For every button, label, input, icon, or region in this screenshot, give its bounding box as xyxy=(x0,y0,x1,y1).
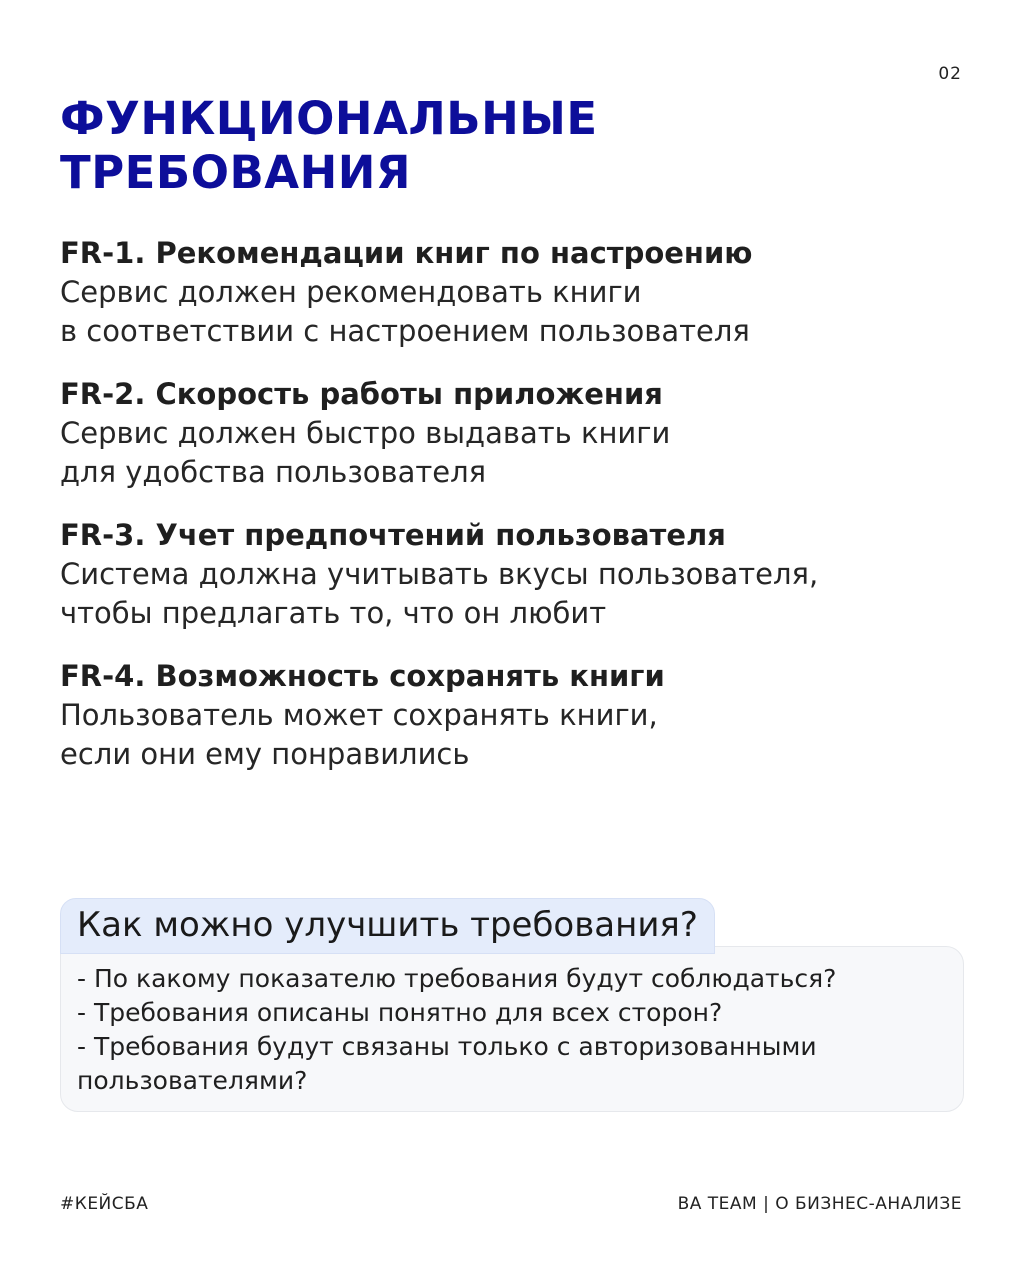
requirement-description-line: Система должна учитывать вкусы пользователя, xyxy=(60,557,819,591)
page-number: 02 xyxy=(938,64,962,84)
question-item: - По какому показателю требования будут соблюдаться? xyxy=(77,964,837,993)
page-title-line-1: ФУНКЦИОНАЛЬНЫЕ xyxy=(60,92,598,145)
requirement-fr-2 xyxy=(60,375,960,492)
page-title-line-2: ТРЕБОВАНИЯ xyxy=(60,146,412,199)
requirement-fr-3 xyxy=(60,516,960,633)
question-item: - Требования будут связаны только с авторизованными xyxy=(77,1032,817,1061)
requirement-fr-4 xyxy=(60,657,960,774)
requirement-title: FR-1. Рекомендации книг по настроению xyxy=(60,236,753,270)
requirement-description-line: Сервис должен рекомендовать книги xyxy=(60,275,642,309)
page-title xyxy=(60,92,940,200)
question-tab xyxy=(60,898,715,954)
requirement-title: FR-2. Скорость работы приложения xyxy=(60,377,663,411)
requirement-description-line: Сервис должен быстро выдавать книги xyxy=(60,416,671,450)
footer-brand: BA TEAM | О БИЗНЕС-АНАЛИЗЕ xyxy=(677,1194,962,1214)
question-box xyxy=(60,946,964,1112)
requirement-title: FR-3. Учет предпочтений пользователя xyxy=(60,518,726,552)
question-title: Как можно улучшить требования? xyxy=(77,905,698,945)
footer-hashtag: #КЕЙСБА xyxy=(60,1194,149,1214)
requirement-fr-1 xyxy=(60,234,960,351)
requirement-description-line: в соответствии с настроением пользователя xyxy=(60,314,750,348)
question-item: пользователями? xyxy=(77,1066,308,1095)
requirement-description-line: чтобы предлагать то, что он любит xyxy=(60,596,607,630)
requirement-description-line: если они ему понравились xyxy=(60,737,470,771)
question-item: - Требования описаны понятно для всех сторон? xyxy=(77,998,723,1027)
requirement-title: FR-4. Возможность сохранять книги xyxy=(60,659,665,693)
requirement-description-line: Пользователь может сохранять книги, xyxy=(60,698,658,732)
requirement-description-line: для удобства пользователя xyxy=(60,455,487,489)
requirements-list xyxy=(60,234,960,798)
